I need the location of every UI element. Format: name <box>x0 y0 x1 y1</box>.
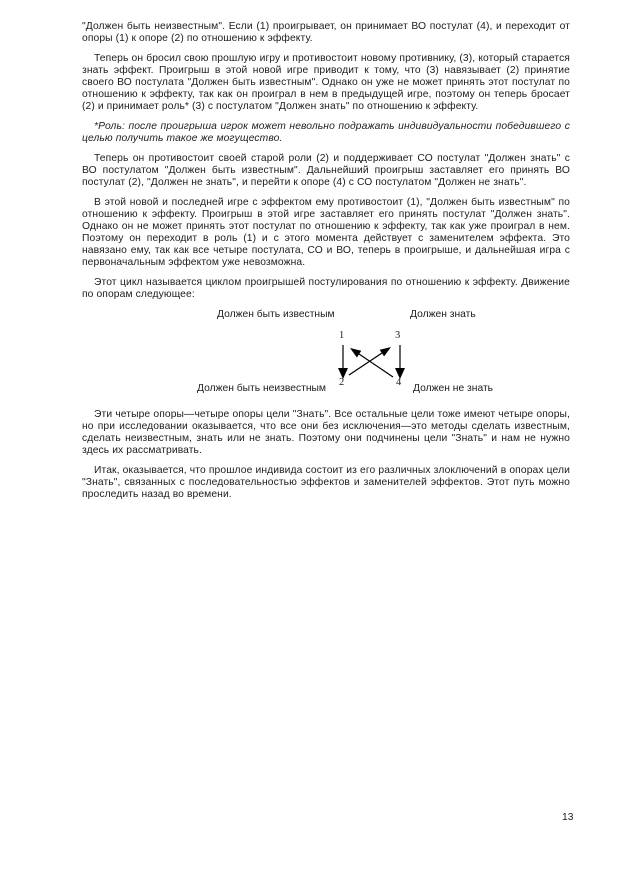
diagram-label-bottom-right: Должен не знать <box>413 383 494 394</box>
paragraph: Итак, оказывается, что прошлое индивида состоит из его различных злоключений в опорах цели "Знать", связанных с последовательностью эффектов и заменителей эффектов. Этот путь можно проследить назад во времени. <box>82 465 570 500</box>
text-block <box>82 21 570 509</box>
footnote-paragraph: *Роль: после проигрыша игрок может невольно подражать индивидуальности победившего с целью получить такое же могущество. <box>82 121 570 144</box>
postulate-cycle-diagram <box>82 309 570 401</box>
arrow-3-to-4 <box>395 345 405 379</box>
paragraph: Эти четыре опоры—четыре опоры цели "Знать". Все остальные цели тоже имеют четыре опоры, но при исследовании оказывается, что все они без исключения—это методы сделать известным, сделать неизвестным, знать или не знать. Поэтому они подчинены цели "Знать" и нам не нужно здесь их рассматривать. <box>82 409 570 456</box>
paragraph: Теперь он противостоит своей старой роли (2) и поддерживает СО постулат "Должен знать" с ВО постулатом "Должен быть известным". Дальнейший проигрыш заставляет его принять ВО постулат (2), "Должен не знать", и перейти к опоре (4) с СО постулатом "Должен не знать". <box>82 153 570 188</box>
diagram-arrows <box>82 309 570 401</box>
paragraph-continuation: "Должен быть неизвестным". Если (1) проигрывает, он принимает ВО постулат (4), и переходит от опоры (1) к опоре (2) по отношению к эффекту. <box>82 21 570 44</box>
paragraph: В этой новой и последней игре с эффектом ему противостоит (1), "Должен быть известным" по отношению к эффекту. Проигрыш в этой игре заставляет его принять постулат "Должен знать". Однако он не может принять этот постулат по отношению к эффекту, так как уже проиграл в нем. Поэтому он переходит в роль (1) и с этого момента действует с заменителем эффекта. Это навязано ему, так как все четыре постулата, СО и ВО, теперь в проигрыше, и дальнейшая игра с первоначальным эффектом уже невозможна. <box>82 197 570 268</box>
paragraph: Этот цикл называется циклом проигрышей постулирования по отношению к эффекту. Движение по опорам следующее: <box>82 277 570 300</box>
diagram-node-3: 3 <box>395 330 401 341</box>
diagram-label-bottom-left: Должен быть неизвестным <box>197 383 326 394</box>
page-number: 13 <box>562 812 574 823</box>
diagram-node-4: 4 <box>396 377 402 388</box>
diagram-node-2: 2 <box>339 377 345 388</box>
arrow-1-to-2 <box>338 345 348 379</box>
diagram-node-1: 1 <box>339 330 345 341</box>
paragraph: Теперь он бросил свою прошлую игру и противостоит новому противнику, (3), который старается знать эффект. Проигрыш в этой новой игре приводит к тому, что (3) навязывает (2) принятие своего ВО постулата "Должен быть известным". Однако он уже не может принять этот постулат по отношению к эффекту, так как он проиграл в нем в предыдущей игре, поэтому он теперь бросает (2) и принимает роль* (3) с постулатом "Должен знать" по отношению к эффекту. <box>82 53 570 112</box>
diagram-label-top-left: Должен быть известным <box>217 309 335 320</box>
diagram-label-top-right: Должен знать <box>410 309 476 320</box>
